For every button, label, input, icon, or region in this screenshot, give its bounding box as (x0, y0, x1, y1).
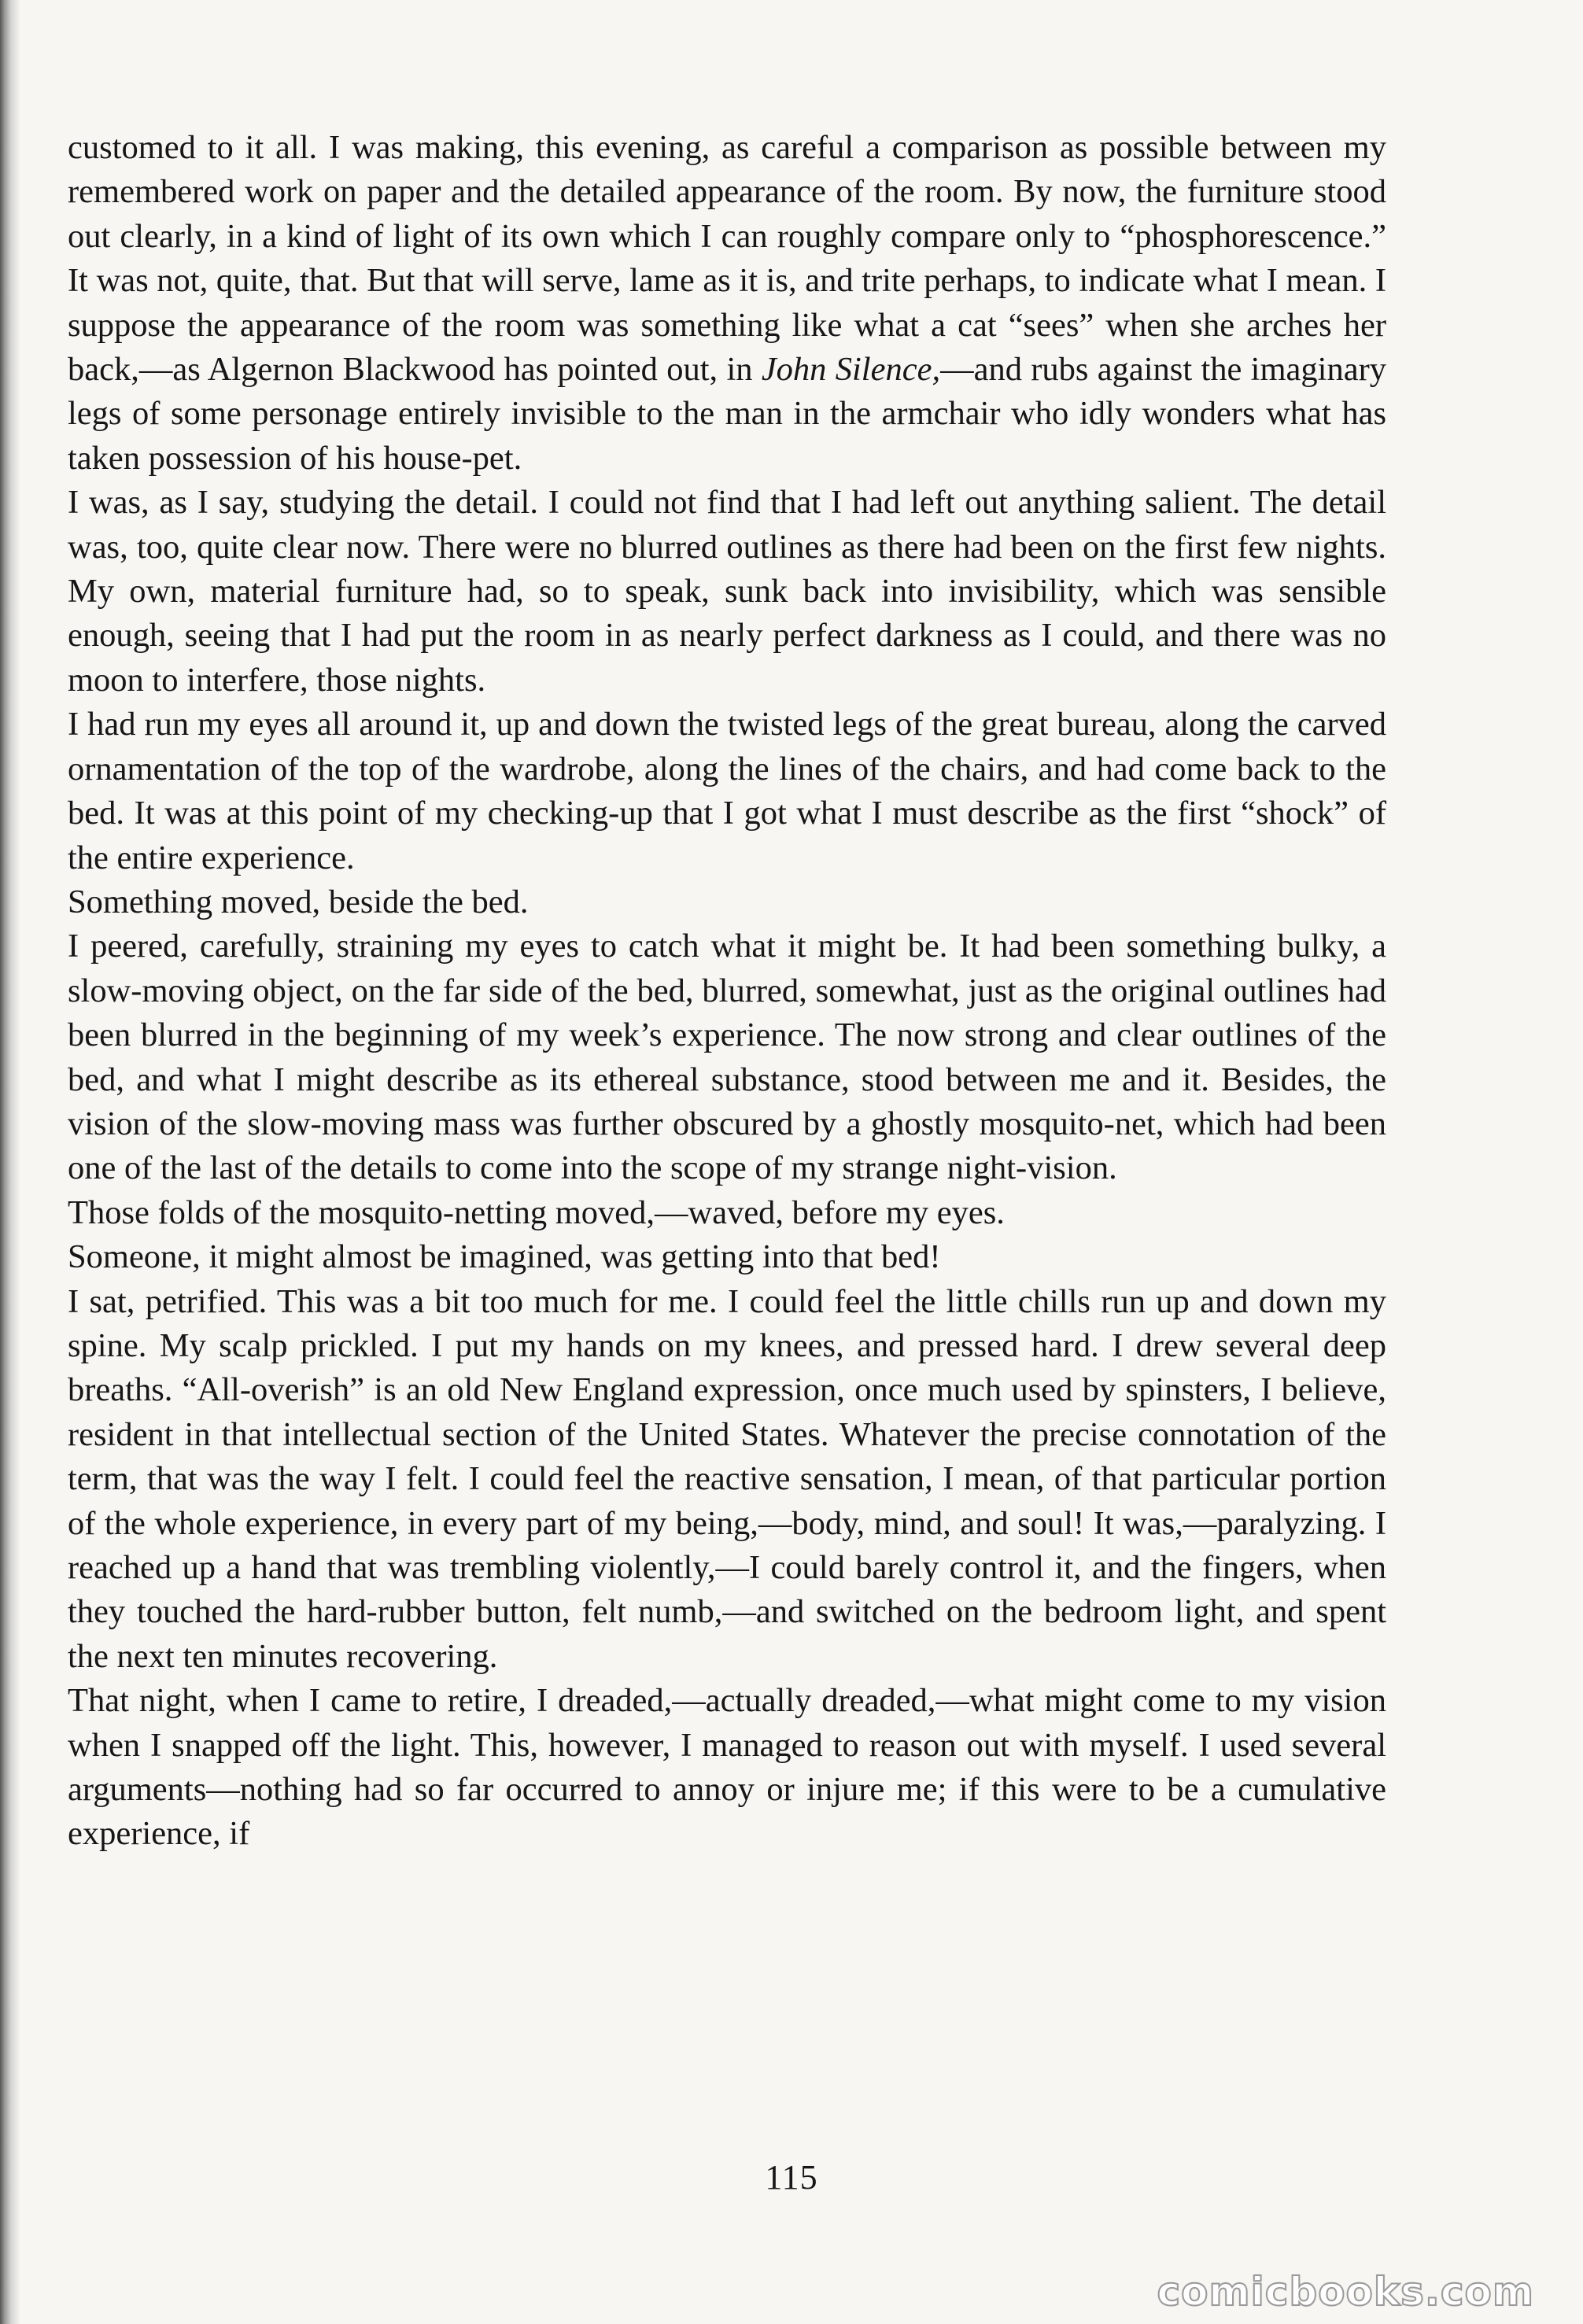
paragraph-2: I was, as I say, studying the detail. I could not find that I had left out anything salient. The detail was, too, quite clear now. There were no blurred outlines as there had been on the first few nights. My own, material furniture had, so to speak, sunk back into invisibility, which was sensible enough, seeing that I had put the room in as nearly perfect darkness as I could, and there was no moon to interfere, those nights. (68, 484, 1386, 699)
page-binding-edge (0, 0, 20, 2324)
book-title-italic: John Silence, (761, 351, 941, 389)
watermark-logo: comicbooks.com (1157, 2269, 1534, 2315)
paragraph-5: I peered, carefully, straining my eyes to catch what it might be. It had been something bulky, a slow-moving object, on the far side of the bed, blurred, somewhat, just as the original outlines had been blurred in the beginning of my week’s experience. The now strong and clear outlines of the bed, and what I might describe as its ethereal substance, stood between me and it. Besides, the vision of the slow-moving mass was further obscured by a ghostly mosquito-net, which had been one of the last of the details to come into the scope of my strange night-vision. (68, 928, 1386, 1187)
paragraph-9: That night, when I came to retire, I dreaded,—actually dreaded,—what might come to my vision when I snapped off the light. This, however, I managed to reason out with myself. I used several arguments—nothing had so far occurred to annoy or injure me; if this were to be a cumulative experience, if (68, 1682, 1386, 1853)
page-number: 115 (765, 2158, 818, 2197)
paragraph-1-tail: —and rubs against the imaginary legs of some personage entirely invisible to the man in the armchair who idly wonders what has taken possession of his house-pet. (68, 351, 1386, 477)
paragraph-1-text: customed to it all. I was making, this evening, as careful a comparison as possible between my remembered work on paper and the detailed appearance of the room. By now, the furniture stood out clearly, in a kind of light of its own which I can roughly compare only to “phosphorescence.” It was not, quite, that. But that will serve, lame as it is, and trite perhaps, to indicate what I mean. I suppose the appearance of the room was something like what a cat “sees” when she arches her back,—as Algernon Blackwood has pointed out, in (68, 129, 1386, 389)
paragraph-3: I had run my eyes all around it, up and down the twisted legs of the great bureau, along the carved ornamentation of the top of the wardrobe, along the lines of the chairs, and had come back to the bed. It was at this point of my checking-up that I got what I must describe as the first “shock” of the entire experience. (68, 706, 1386, 876)
body-text (68, 126, 1386, 1857)
paragraph-8: I sat, petrified. This was a bit too much for me. I could feel the little chills run up and down my spine. My scalp prickled. I put my hands on my knees, and pressed hard. I drew several deep breaths. “All-overish” is an old New England expression, once much used by spinsters, I believe, resident in that intellectual section of the United States. Whatever the precise connotation of the term, that was the way I felt. I could feel the reactive sensation, I mean, of that particular portion of the whole experience, in every part of my being,—body, mind, and soul! It was,—paralyzing. I reached up a hand that was trembling violently,—I could barely control it, and the fingers, when they touched the hard-rubber button, felt numb,—and switched on the bedroom light, and spent the next ten minutes recovering. (68, 1282, 1386, 1675)
paragraph-1 (68, 126, 1386, 481)
paragraph-7: Someone, it might almost be imagined, was getting into that bed! (68, 1238, 941, 1276)
paragraph-6: Those folds of the mosquito-netting moved,—waved, before my eyes. (68, 1193, 1005, 1231)
paragraph-4: Something moved, beside the bed. (68, 883, 529, 920)
